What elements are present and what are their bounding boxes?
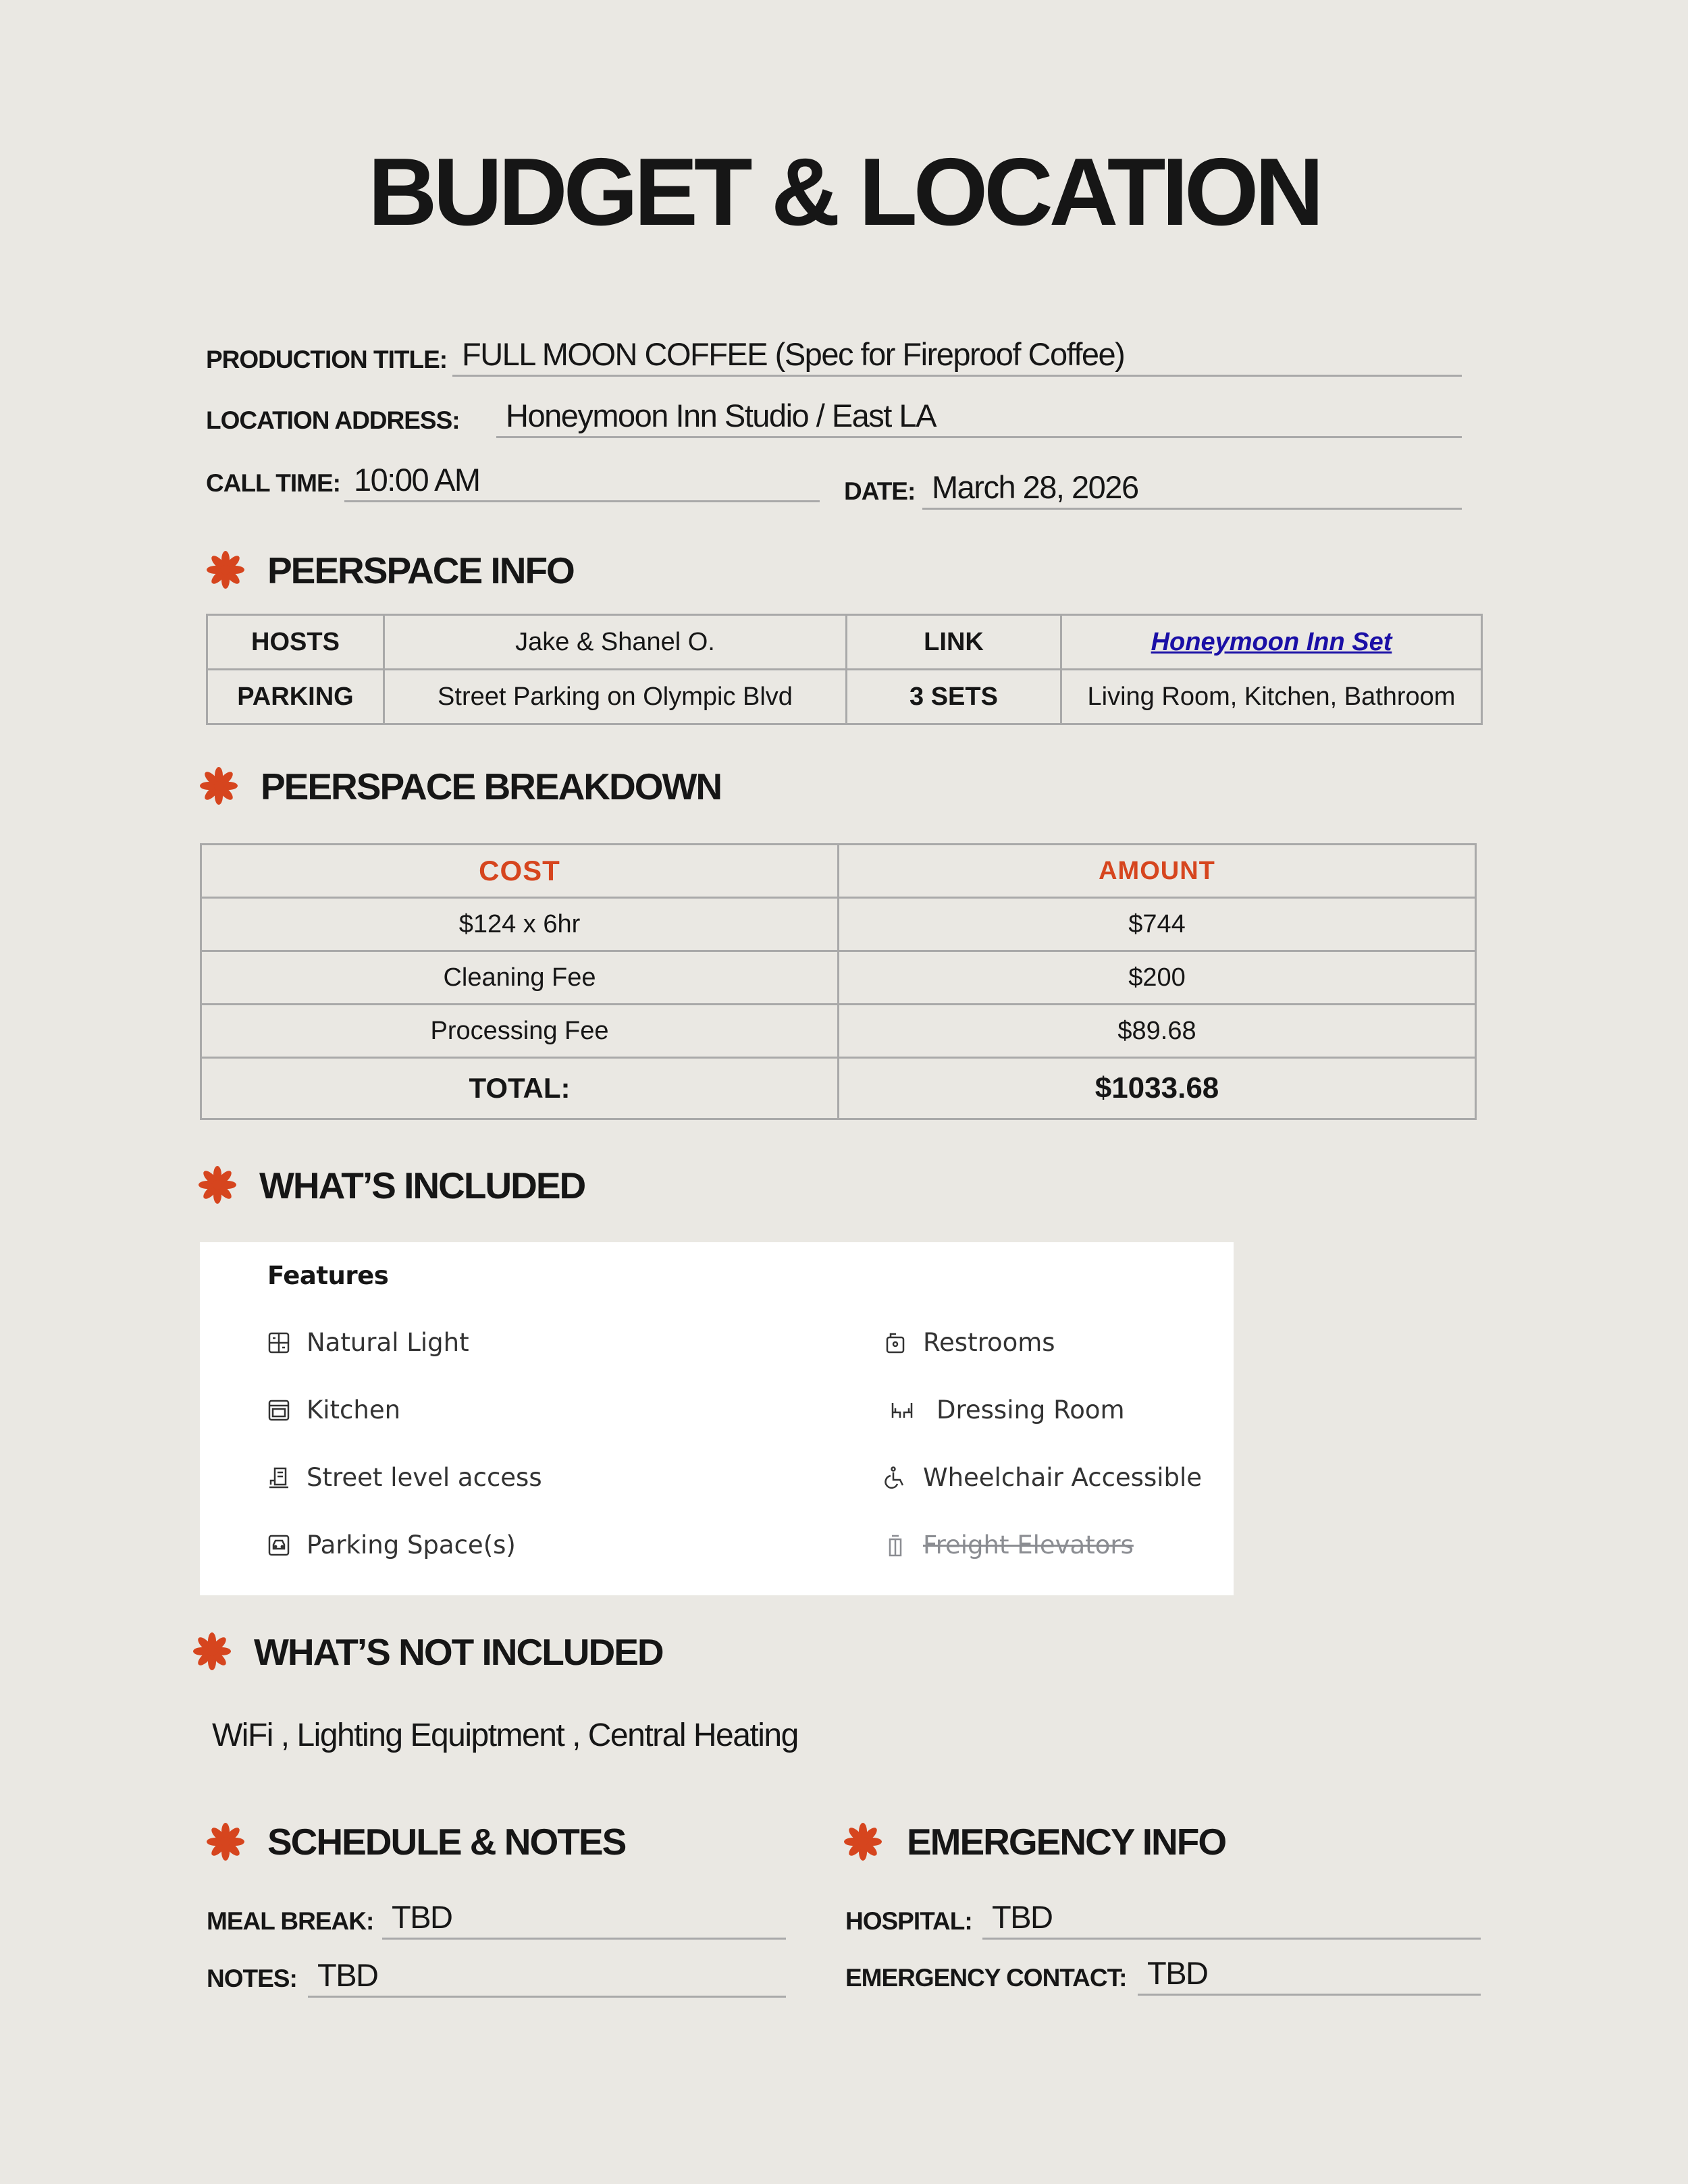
total-amount: $1033.68 (839, 1058, 1476, 1119)
feature-natural-light (267, 1328, 469, 1357)
total-label: TOTAL: (201, 1058, 839, 1119)
date-label: DATE: (844, 477, 916, 505)
hospital-label: HOSPITAL: (845, 1907, 972, 1935)
peerspace-info-heading: PEERSPACE INFO (267, 550, 574, 591)
feature-label: Natural Light (307, 1328, 469, 1357)
window-icon (267, 1331, 290, 1354)
schedule-notes-heading: SCHEDULE & NOTES (267, 1821, 626, 1863)
asterisk-icon (193, 1632, 231, 1670)
call-time-field[interactable]: 10:00 AM (344, 460, 820, 502)
production-title-field[interactable]: FULL MOON COFFEE (Spec for Fireproof Coffee) (452, 334, 1462, 377)
asterisk-icon (199, 1166, 236, 1204)
feature-dressing-room (884, 1395, 1125, 1424)
features-panel (200, 1242, 1234, 1595)
call-time-label: CALL TIME: (206, 469, 340, 497)
wheelchair-icon (884, 1466, 907, 1489)
amount-cell: $89.68 (839, 1005, 1476, 1058)
cost-cell: Cleaning Fee (201, 951, 839, 1005)
parking-label: PARKING (207, 670, 384, 724)
whats-included-heading: WHAT’S INCLUDED (259, 1165, 585, 1206)
toilet-paper-icon (884, 1331, 907, 1354)
asterisk-icon (207, 1823, 244, 1861)
feature-label: Wheelchair Accessible (923, 1463, 1203, 1492)
hospital-field[interactable]: TBD (982, 1897, 1481, 1940)
emergency-contact-label: EMERGENCY CONTACT: (845, 1964, 1127, 1992)
emergency-contact-field[interactable]: TBD (1138, 1953, 1481, 1996)
cost-cell: $124 x 6hr (201, 898, 839, 951)
building-icon (267, 1466, 290, 1489)
amount-cell: $744 (839, 898, 1476, 951)
table-row (201, 898, 1476, 951)
cost-column-header: COST (201, 845, 839, 898)
feature-label: Parking Space(s) (307, 1530, 516, 1560)
table-row (201, 1005, 1476, 1058)
feature-label: Kitchen (307, 1395, 401, 1424)
feature-label: Freight Elevators (923, 1530, 1134, 1560)
amount-cell: $200 (839, 951, 1476, 1005)
breakdown-table (200, 843, 1477, 1120)
peerspace-link[interactable]: Honeymoon Inn Set (1151, 627, 1392, 656)
sets-value: Living Room, Kitchen, Bathroom (1061, 670, 1482, 724)
peerspace-breakdown-heading: PEERSPACE BREAKDOWN (261, 766, 722, 807)
feature-wheelchair-accessible (884, 1463, 1202, 1492)
amount-column-header: AMOUNT (839, 845, 1476, 898)
emergency-info-heading: EMERGENCY INFO (907, 1821, 1226, 1863)
date-field[interactable]: March 28, 2026 (922, 467, 1462, 510)
elevator-icon (884, 1534, 907, 1557)
chairs-icon (884, 1399, 920, 1422)
feature-street-level-access (267, 1463, 542, 1492)
notes-field[interactable]: TBD (308, 1955, 786, 1998)
feature-label: Dressing Room (937, 1395, 1125, 1424)
peerspace-info-table (206, 614, 1483, 725)
feature-kitchen (267, 1395, 400, 1424)
feature-label: Restrooms (923, 1328, 1055, 1357)
features-title: Features (267, 1261, 389, 1290)
link-label: LINK (847, 615, 1061, 670)
hosts-value: Jake & Shanel O. (384, 615, 847, 670)
feature-freight-elevators (884, 1530, 1134, 1560)
location-address-label: LOCATION ADDRESS: (206, 406, 460, 434)
asterisk-icon (844, 1823, 882, 1861)
table-row (201, 951, 1476, 1005)
not-included-list: WiFi , Lighting Equiptment , Central Heating (212, 1717, 798, 1753)
meal-break-label: MEAL BREAK: (207, 1907, 374, 1935)
location-address-field[interactable]: Honeymoon Inn Studio / East LA (496, 396, 1462, 438)
feature-parking-spaces (267, 1530, 516, 1560)
meal-break-field[interactable]: TBD (382, 1897, 786, 1940)
feature-label: Street level access (307, 1463, 542, 1492)
notes-label: NOTES: (207, 1965, 297, 1992)
feature-restrooms (884, 1328, 1055, 1357)
production-title-label: PRODUCTION TITLE: (206, 346, 448, 373)
parking-value: Street Parking on Olympic Blvd (384, 670, 847, 724)
sets-label: 3 SETS (847, 670, 1061, 724)
oven-icon (267, 1399, 290, 1422)
whats-not-included-heading: WHAT’S NOT INCLUDED (254, 1631, 663, 1673)
hosts-label: HOSTS (207, 615, 384, 670)
cost-cell: Processing Fee (201, 1005, 839, 1058)
page-title: BUDGET & LOCATION (368, 138, 1320, 246)
asterisk-icon (207, 551, 244, 589)
asterisk-icon (200, 767, 238, 805)
car-icon (267, 1534, 290, 1557)
